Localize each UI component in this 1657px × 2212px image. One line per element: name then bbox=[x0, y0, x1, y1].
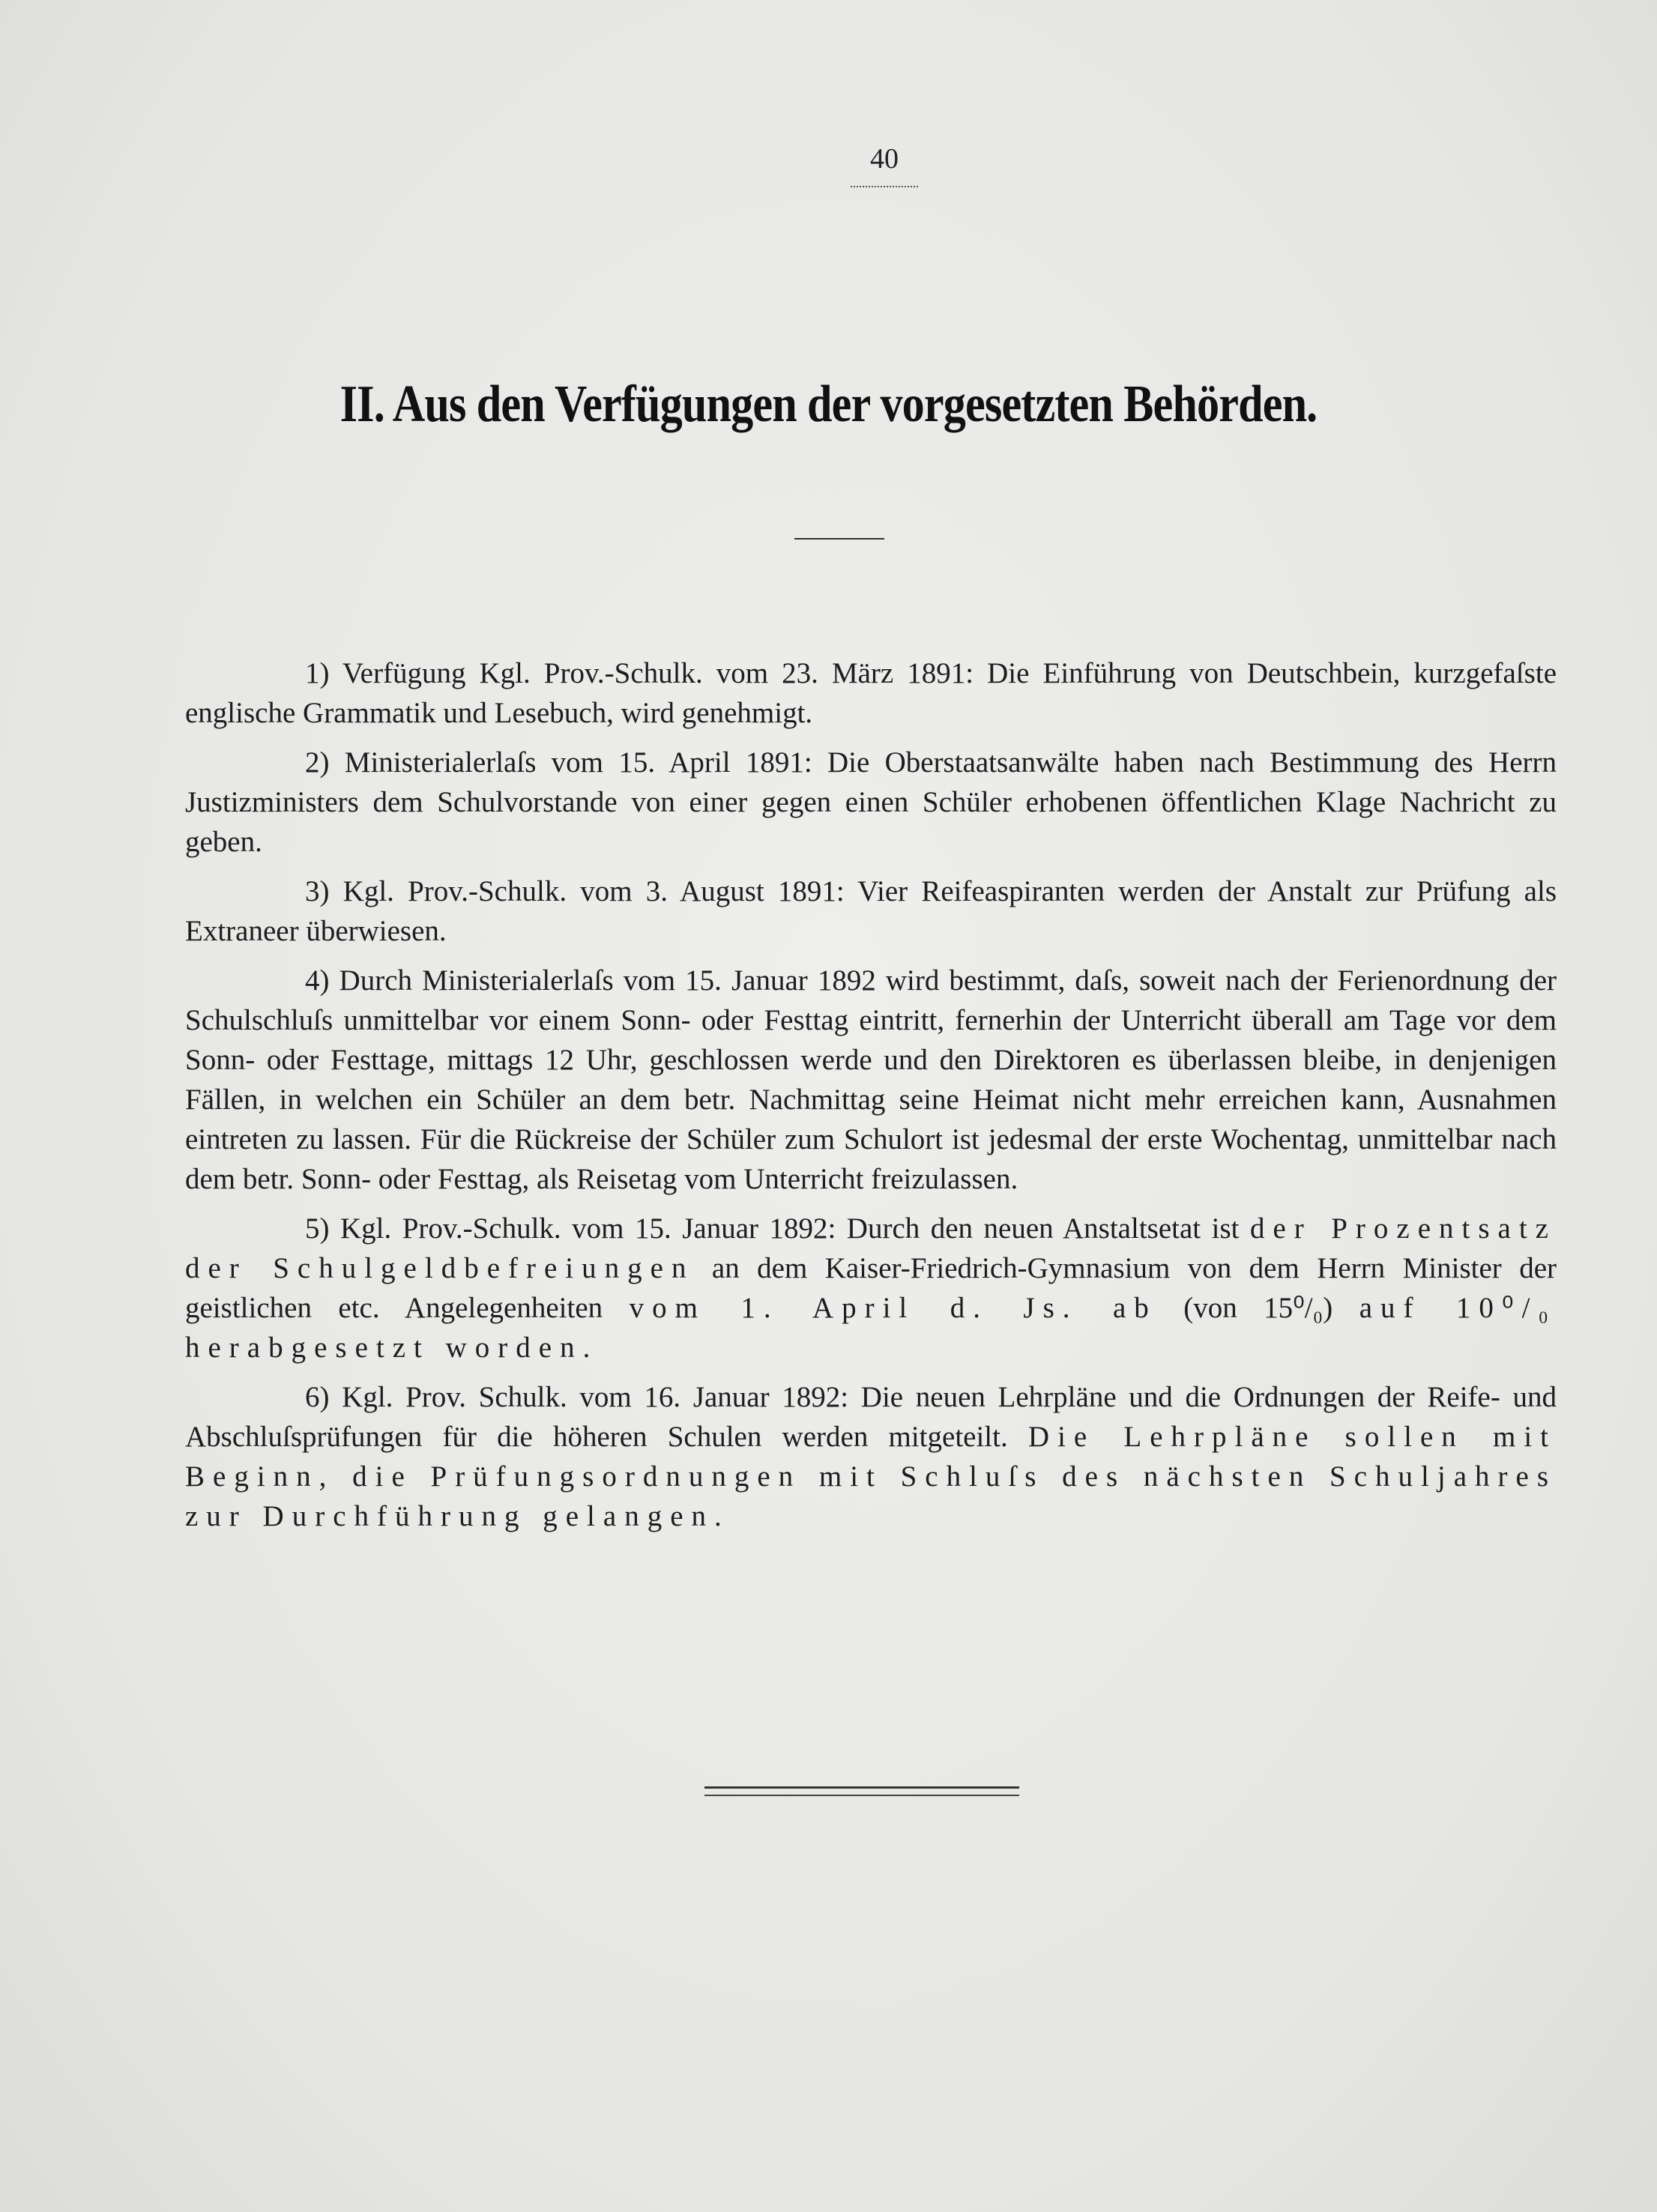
heading-rule bbox=[794, 538, 884, 540]
paragraph-5-emphasis-rate: der Prozentsatz der Schulgeldbefreiungen bbox=[185, 1212, 1557, 1284]
ordinances-body bbox=[185, 653, 1557, 1546]
page-number: 40 bbox=[870, 143, 899, 175]
paragraph-4: 4) Durch Ministerialerlaſs vom 15. Januar 1892 wird bestimmt, daſs, soweit nach der Ferienordnung der Schulschluſs unmittelbar vor einem Sonn- oder Festtag eintritt, fernerhin der Unterricht überall am Tage vor dem Sonn- oder Festtage, mittags 12 Uhr, geschlossen werde und den Direktoren es überlassen bleibe, in denjenigen Fällen, in welchen ein Schüler an dem betr. Nachmittag seine Heimat nicht mehr erreichen kann, Ausnahmen eintreten zu lassen. Für die Rückreise der Schüler zum Schulort ist jedesmal der erste Wochentag, unmittelbar nach dem betr. Sonn- oder Festtag, als Reisetag vom Unterricht freizulassen. bbox=[185, 964, 1557, 1195]
paragraph-5-middle: an dem Kaiser-Friedrich-Gymnasium von dem Herrn Minister der geistlichen etc. Angelegenheiten bbox=[185, 1252, 1557, 1324]
paragraph-5-emphasis-date: vom 1. April d. Js. ab bbox=[629, 1292, 1157, 1324]
closing-double-rule bbox=[704, 1786, 1019, 1796]
paragraph-2: 2) Ministerialerlaſs vom 15. April 1891: Die Oberstaatsanwälte haben nach Bestimmung des Herrn Justizministers dem Schulvorstande von einer gegen einen Schüler erhobenen öffentlichen Klage Nachricht zu geben. bbox=[185, 746, 1557, 858]
paragraph-5 bbox=[185, 1209, 1557, 1368]
section-heading: II. Aus den Verfügungen der vorgesetzten Behörden. bbox=[339, 375, 1318, 433]
paragraph-3: 3) Kgl. Prov.-Schulk. vom 3. August 1891: Vier Reifeaspiranten werden der Anstalt zur Prüfung als Extraneer überwiesen. bbox=[185, 875, 1557, 947]
paragraph-5-intro: 5) Kgl. Prov.-Schulk. vom 15. Januar 1892: Durch den neuen Anstaltsetat ist bbox=[305, 1212, 1240, 1245]
paragraph-1: 1) Verfügung Kgl. Prov.-Schulk. vom 23. März 1891: Die Einführung von Deutschbein, kurzgefaſste englische Grammatik und Lesebuch, wird genehmigt. bbox=[185, 657, 1557, 729]
page-number-ornament bbox=[851, 181, 918, 187]
paragraph-5-old-rate: (von 15⁰/₀) bbox=[1183, 1292, 1333, 1324]
paragraph-6-emphasis: Die Lehrpläne sollen mit Beginn, die Prüfungsordnungen mit Schluſs des nächsten Schuljahres zur Durchführung gelangen. bbox=[185, 1421, 1557, 1532]
paragraph-5-emphasis-new-rate: auf 10⁰/₀ herabgesetzt worden. bbox=[185, 1292, 1557, 1364]
paragraph-6 bbox=[185, 1377, 1557, 1536]
paragraph-6-intro: 6) Kgl. Prov. Schulk. vom 16. Januar 1892: Die neuen Lehrpläne und die Ordnungen der Reife- und Abschluſsprüfungen für die höheren Schulen werden mitgeteilt. bbox=[185, 1381, 1557, 1453]
